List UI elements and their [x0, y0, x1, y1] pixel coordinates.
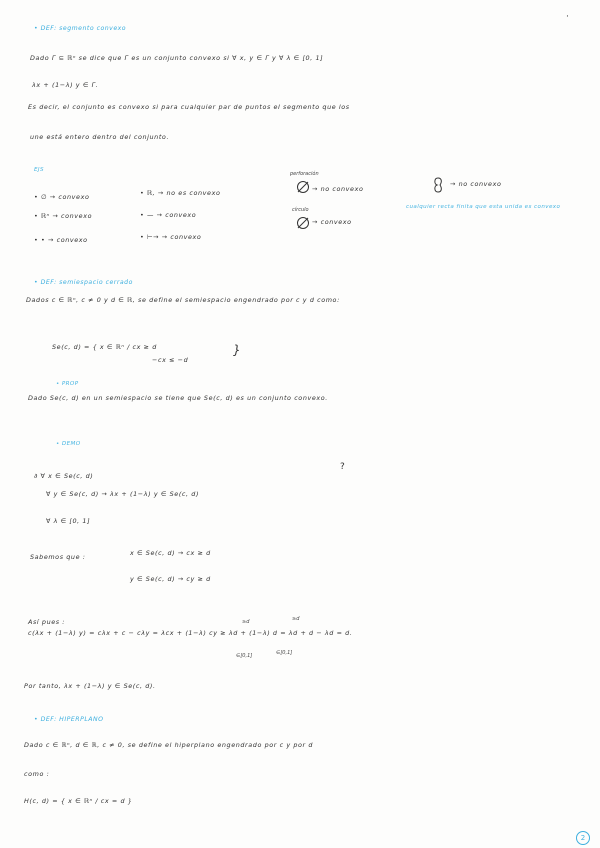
question-mark: ? [340, 462, 345, 472]
sabemos-label: Sabemos que : [30, 553, 86, 561]
prop-statement: Dado Se(c, d) en un semiespacio se tiene que Se(c, d) es un conjunto convexo. [28, 394, 328, 402]
semiespacio-formula: Se(c, d) = { x ∈ ℝⁿ / cx ≥ d [52, 343, 157, 351]
example-perforated-no-convexo: → no convexo [312, 185, 364, 193]
demo-label: • DEMO [56, 441, 81, 447]
section-heading-hiperplano: • DEF: HIPERPLANO [34, 716, 104, 723]
sabemos-line-2: y ∈ Se(c, d) → cy ≥ d [130, 575, 211, 583]
annotation-circulo: círculo [292, 207, 309, 213]
semiespacio-formula-alt: −cx ≤ −d [152, 356, 189, 364]
example-note: cualquier recta finita que esta unida es convexo [406, 204, 561, 210]
hiperplano-como: como : [24, 770, 50, 778]
example-point: • • → convexo [34, 236, 88, 244]
example-two-points: • ℝ, → no es convexo [140, 189, 221, 197]
def-line-2: λx + (1−λ) y ∈ Γ. [32, 81, 99, 89]
hiperplano-formula: H(c, d) = { x ∈ ℝⁿ / cx = d } [24, 797, 133, 805]
circle-slash-icon [296, 216, 310, 230]
semiespacio-def: Dados c ∈ ℝⁿ, c ≠ 0 y d ∈ ℝ, se define el semiespacio engendrado por c y d como: [26, 296, 340, 304]
subscript-range-1: ∈[0,1] [236, 653, 253, 659]
hiperplano-def: Dado c ∈ ℝⁿ, d ∈ ℝ, c ≠ 0, se define el hiperplano engendrado por c y por d [24, 741, 314, 749]
formula-brace: } [233, 343, 242, 357]
def-line-4: une está entero dentro del conjunto. [30, 133, 170, 141]
perforated-disk-icon [296, 180, 310, 194]
example-circle-convexo: → convexo [312, 218, 352, 226]
subscript-range-2: ∈[0,1] [276, 650, 293, 656]
section-heading-convexo: • DEF: segmento convexo [34, 25, 127, 32]
conclusion-line: Por tanto, λx + (1−λ) y ∈ Se(c, d). [24, 682, 156, 690]
sabemos-line-1: x ∈ Se(c, d) → cx ≥ d [130, 549, 211, 557]
kidney-shape-icon [432, 176, 448, 194]
def-line-1: Dado Γ ⊆ ℝⁿ se dice que Γ es un conjunto convexo si ∀ x, y ∈ Γ y ∀ λ ∈ [0, 1] [30, 54, 324, 62]
subscript-geq-d-1: ≥d [242, 619, 250, 625]
page-number: 2 [576, 831, 590, 845]
prop-label: • PROP [56, 381, 79, 387]
example-kidney-no-convexo: → no convexo [450, 180, 502, 188]
demo-line-2: ∀ y ∈ Se(c, d) → λx + (1−λ) y ∈ Se(c, d) [46, 490, 200, 498]
example-rn: • ℝⁿ → convexo [34, 212, 93, 220]
examples-label: EJS [34, 167, 44, 173]
asi-pues-chain: c(λx + (1−λ) y) = cλx + c − cλy = λcx + (1−λ) cy ≥ λd + (1−λ) d = λd + d − λd = d. [28, 629, 353, 637]
annotation-perforacion: perforación [290, 171, 319, 177]
section-heading-semiespacio: • DEF: semiespacio cerrado [34, 279, 133, 286]
example-empty: • ∅ → convexo [34, 193, 90, 201]
example-ray: • ⊢→ → convexo [140, 233, 202, 241]
subscript-geq-d-2: ≥d [292, 616, 300, 622]
demo-line-3: ∀ λ ∈ [0, 1] [46, 517, 91, 525]
asi-pues-label: Así pues : [28, 618, 66, 626]
def-line-3: Es decir, el conjunto es convexo si para cualquier par de puntos el segmento que los [28, 103, 350, 111]
dot-mark: · [566, 12, 569, 22]
example-line: • — → convexo [140, 211, 197, 219]
demo-line-1: ∂ ∀ x ∈ Se(c, d) [34, 472, 94, 480]
